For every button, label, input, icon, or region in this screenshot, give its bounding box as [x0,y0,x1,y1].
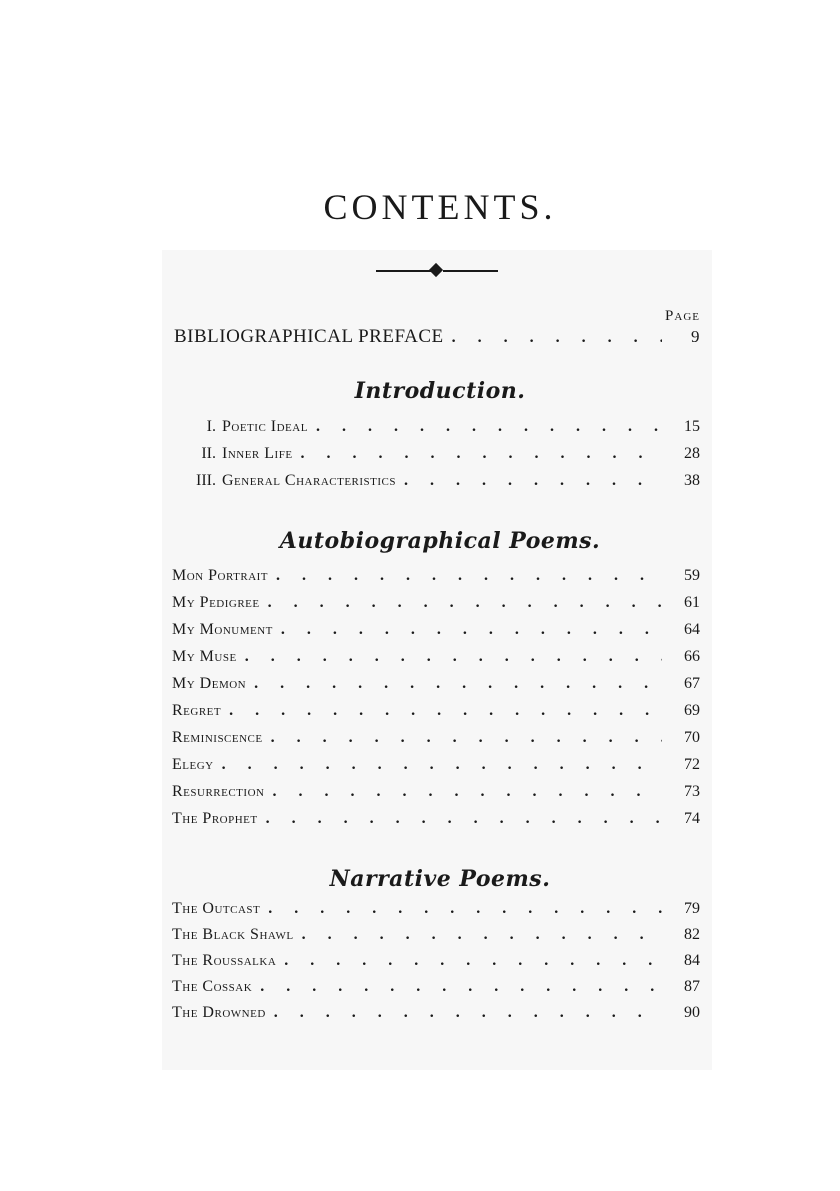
toc-page-number: 70 [684,729,700,746]
toc-row[interactable] [172,648,700,672]
toc-page-number: 59 [684,567,700,584]
toc-page-number: 66 [684,648,700,665]
toc-row[interactable] [172,1004,700,1028]
toc-entry-label: My Muse [172,648,237,665]
toc-entry-label: BIBLIOGRAPHICAL PREFACE [174,326,444,347]
toc-entry-numeral: II. [201,445,216,462]
toc-page-number: 15 [684,418,700,435]
ornament-line-left [376,270,431,272]
toc-row[interactable] [172,621,700,645]
toc-entry-label: Resurrection [172,783,265,800]
toc-row-preface[interactable] [174,326,700,354]
toc-entry-label: Reminiscence [172,729,263,746]
dot-leader [266,810,662,828]
toc-entry-label: Regret [172,702,222,719]
toc-entry-label: The Outcast [172,900,261,917]
toc-page-number: 64 [684,621,700,638]
toc-page-number: 87 [684,978,700,995]
toc-row[interactable] [172,445,700,469]
dot-leader [404,472,662,490]
dot-leader [260,978,662,996]
dot-leader [254,675,662,693]
toc-page-number: 69 [684,702,700,719]
toc-entry-label: The Roussalka [172,952,277,969]
title-ornament [376,264,498,278]
dot-leader [268,594,662,612]
toc-page-number: 84 [684,952,700,969]
toc-entry-label: The Black Shawl [172,926,294,943]
dot-leader [245,648,662,666]
dot-leader [316,418,662,436]
dot-leader [302,926,662,944]
toc-page-number: 82 [684,926,700,943]
toc-page-number: 61 [684,594,700,611]
section-heading-autobiographical: Autobiographical Poems. [279,528,601,554]
toc-entry-label: The Prophet [172,810,258,827]
toc-page-number: 74 [684,810,700,827]
toc-entry-label: Poetic Ideal [222,418,308,435]
toc-row[interactable] [172,952,700,976]
section-heading-introduction: Introduction. [354,378,526,404]
toc-row[interactable] [172,729,700,753]
toc-row[interactable] [172,472,700,496]
toc-page-number: 73 [684,783,700,800]
toc-page-number: 67 [684,675,700,692]
toc-entry-label: My Monument [172,621,273,638]
toc-row[interactable] [172,900,700,924]
dot-leader [281,621,662,639]
diamond-icon [429,263,443,277]
toc-entry-numeral: I. [206,418,216,435]
toc-entry-label: The Cossak [172,978,253,995]
toc-row[interactable] [172,702,700,726]
toc-row[interactable] [172,567,700,591]
page-title: CONTENTS. [323,187,557,227]
toc-entry-label: Elegy [172,756,214,773]
dot-leader [268,900,662,918]
dot-leader [272,783,662,801]
dot-leader [452,329,662,347]
dot-leader [229,702,662,720]
toc-page-number: 79 [684,900,700,917]
dot-leader [274,1004,662,1022]
toc-entry-numeral: III. [196,472,216,489]
toc-page-number: 28 [684,445,700,462]
toc-row[interactable] [172,756,700,780]
toc-row[interactable] [172,978,700,1002]
ornament-line-right [443,270,498,272]
toc-entry-label: My Pedigree [172,594,260,611]
section-heading-narrative: Narrative Poems. [329,866,551,892]
toc-entry-label: My Demon [172,675,247,692]
toc-page-number: 72 [684,756,700,773]
dot-leader [276,567,662,585]
dot-leader [271,729,662,747]
toc-entry-label: Mon Portrait [172,567,269,584]
dot-leader [222,756,662,774]
toc-page-number: 9 [691,327,700,346]
toc-row[interactable] [172,783,700,807]
toc-entry-label: Inner Life [222,445,293,462]
toc-row[interactable] [172,810,700,834]
toc-page-number: 38 [684,472,700,489]
dot-leader [301,445,662,463]
toc-entry-label: The Drowned [172,1004,266,1021]
toc-row[interactable] [172,594,700,618]
toc-row[interactable] [172,926,700,950]
page-column-label: Page [665,308,700,324]
toc-row[interactable] [172,418,700,442]
dot-leader [284,952,662,970]
toc-page-number: 90 [684,1004,700,1021]
toc-row[interactable] [172,675,700,699]
toc-entry-label: General Characteristics [222,472,397,489]
